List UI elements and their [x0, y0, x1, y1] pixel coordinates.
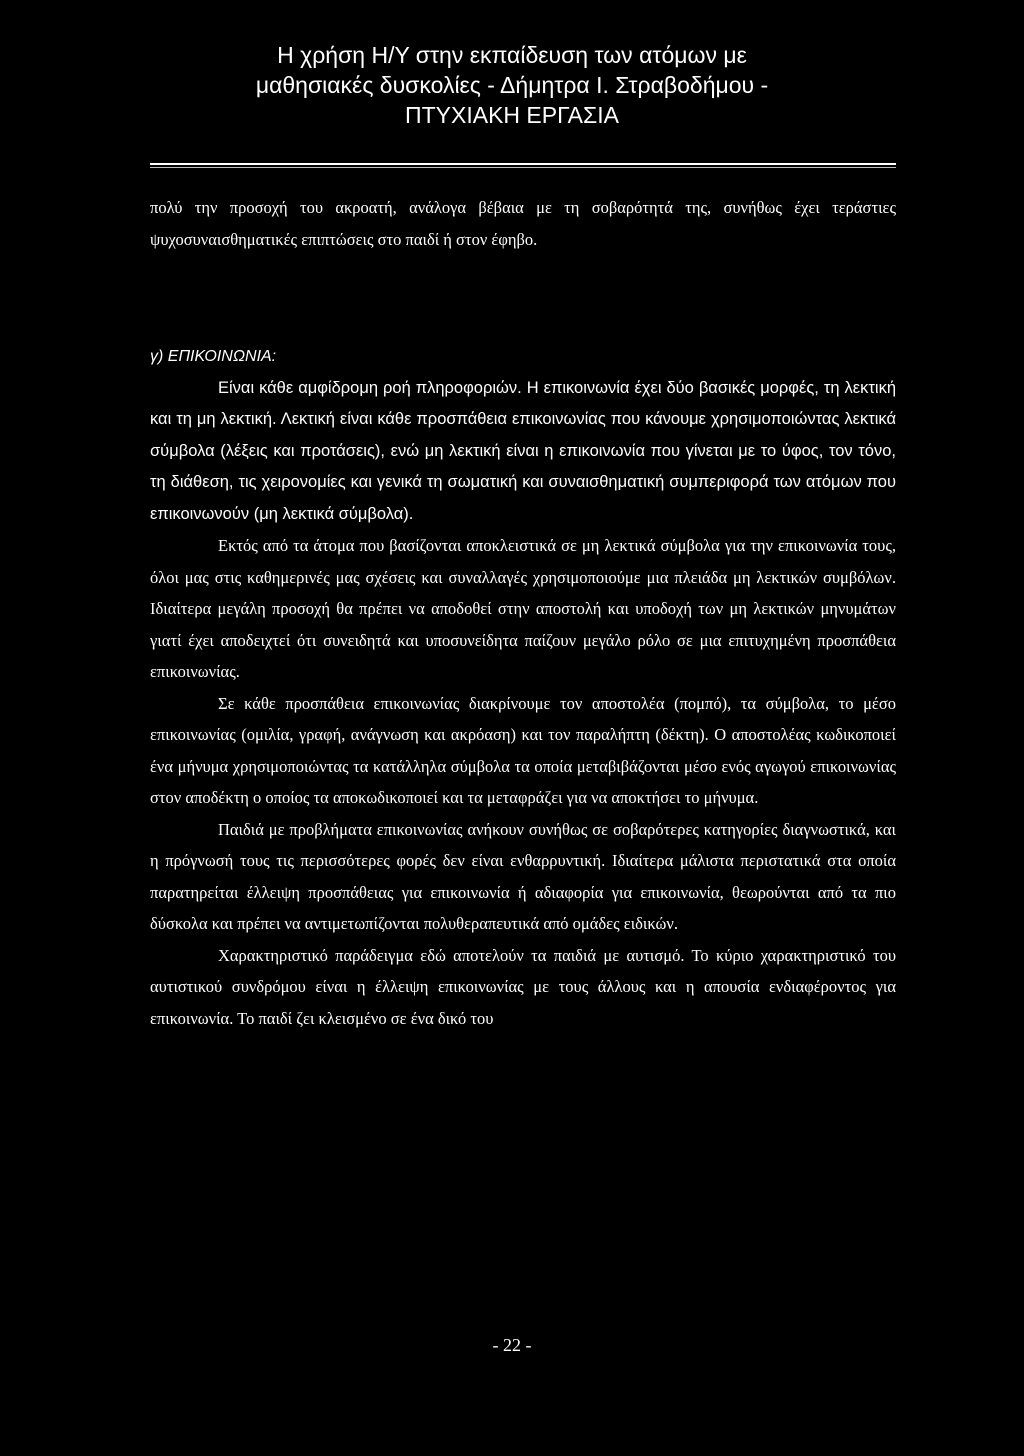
header-rule-thin [150, 167, 896, 168]
paragraph-nonverbal: Εκτός από τα άτομα που βασίζονται αποκλειστικά σε μη λεκτικά σύμβολα για την επικοινωνία τους, όλοι μας στις καθημερινές μας σχέσεις και συναλλαγές χρησιμοποιούμε μια πλειάδα μη λεκτικών συμβόλων. Ιδιαίτερα μεγάλη προσοχή θα πρέπει να αποδοθεί στην αποστολή και υποδοχή των μη λεκτικών μηνυμάτων γιατί έχει αποδειχτεί ότι συνειδητά και υποσυνείδητα παίζουν μεγάλο ρόλο σε μια επιτυχημένη προσπάθεια επικοινωνίας. [150, 536, 896, 681]
paragraph-definition: Είναι κάθε αμφίδρομη ροή πληροφοριών. Η επικοινωνία έχει δύο βασικές μορφές, τη λεκτική και τη μη λεκτική. Λεκτική είναι κάθε προσπάθεια επικοινωνίας που κάνουμε χρησιμοποιώντας λεκτικά σύμβολα (λέξεις και προτάσεις), ενώ μη λεκτική είναι η επικοινωνία που γίνεται με το ύφος, τον τόνο, τη διάθεση, τις χειρονομίες και γενικά τη σωματική και συναισθηματική συμπεριφορά των ατόμων που επικοινωνούν (μη λεκτικά σύμβολα). [150, 378, 896, 523]
page-number: - 22 - [492, 1335, 532, 1355]
header-line-2: μαθησιακές δυσκολίες - Δήμητρα Ι. Στραβοδήμου - [255, 72, 769, 98]
paragraph-autism: Χαρακτηριστικό παράδειγμα εδώ αποτελούν τα παιδιά με αυτισμό. Το κύριο χαρακτηριστικό του αυτιστικού συνδρόμου είναι η έλλειψη επικοινωνίας με τους άλλους και η απουσία ενδιαφέροντος για επικοινωνία. Το παιδί ζει κλεισμένο σε ένα δικό του [150, 945, 896, 1028]
header-line-1: Η χρήση Η/Υ στην εκπαίδευση των ατόμων με [277, 42, 747, 68]
header-line-3: ΠΤΥΧΙΑΚΗ ΕΡΓΑΣΙΑ [405, 102, 619, 128]
section-heading: γ) ΕΠΙΚΟΙΝΩΝΙΑ: [150, 348, 277, 365]
page-body [150, 192, 896, 1034]
paragraph-communication-problems: Παιδιά με προβλήματα επικοινωνίας ανήκουν συνήθως σε σοβαρότερες κατηγορίες διαγνωστικά, και η πρόγνωσή τους τις περισσότερες φορές δεν είναι ενθαρρυντική. Ιδιαίτερα μάλιστα περιστατικά στα οποία παρατηρείται έλλειψη προσπάθειας για επικοινωνία ή αδιαφορία για επικοινωνία, θεωρούνται από τα πιο δύσκολα και πρέπει να αντιμετωπίζονται πολυθεραπευτικά από ομάδες ειδικών. [150, 819, 896, 933]
running-header [150, 40, 874, 130]
paragraph-communication-model: Σε κάθε προσπάθεια επικοινωνίας διακρίνουμε τον αποστολέα (πομπό), τα σύμβολα, το μέσο επικοινωνίας (ομιλία, γραφή, ανάγνωση και ακρόαση) και τον παραλήπτη (δέκτη). Ο αποστολέας κωδικοποιεί ένα μήνυμα χρησιμοποιώντας τα κατάλληλα σύμβολα τα οποία μεταβιβάζονται μέσο ενός αγωγού επικοινωνίας στον αποδέκτη ο οποίος τα αποκωδικοποιεί και τα μεταφράζει για να αποκτήσει το μήνυμα. [150, 693, 896, 807]
header-rule [150, 163, 896, 165]
paragraph-continuation: πολύ την προσοχή του ακροατή, ανάλογα βέβαια με τη σοβαρότητά της, συνήθως έχει τεράστιες ψυχοσυναισθηματικές επιπτώσεις στο παιδί ή στον έφηβο. [150, 198, 896, 249]
